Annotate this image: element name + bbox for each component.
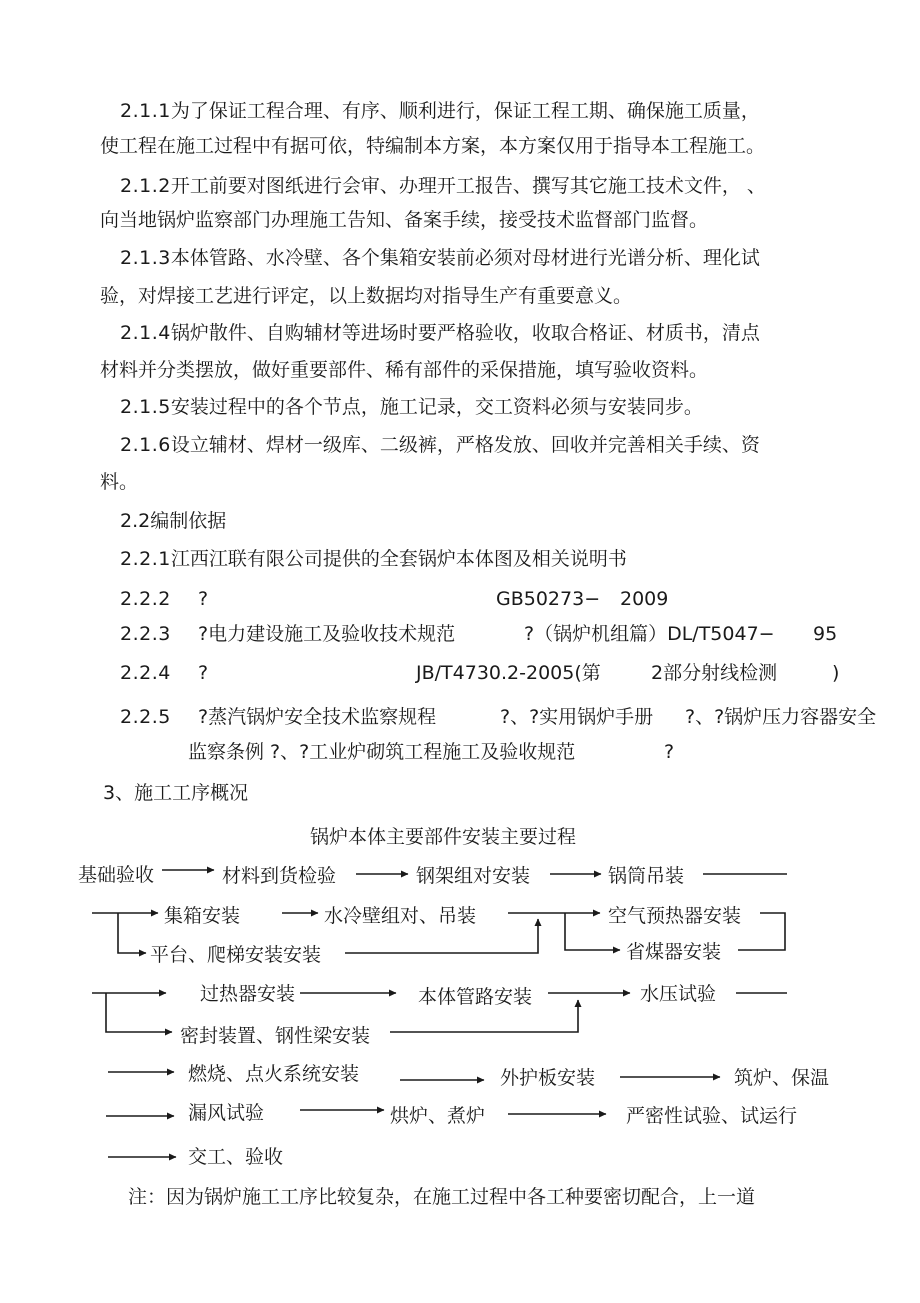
para-2-1-3-line1: 2.1.3本体管路、水冷壁、各个集箱安装前必须对母材进行光谱分析、理化试	[120, 247, 760, 269]
para-2-1-1-line1: 2.1.1为了保证工程合理、有序、顺利进行，保证工程工期、确保施工质量，	[120, 100, 760, 122]
para-2-1-1-line2: 使工程在施工过程中有据可依，特编制本方案，本方案仅用于指导本工程施工。	[100, 135, 766, 157]
basis-item-2-2-5-a: ?蒸汽锅炉安全技术监察规程	[198, 706, 437, 728]
node-foundation: 基础验收	[78, 864, 155, 886]
node-casing: 外护板安装	[500, 1067, 596, 1089]
node-air-heater: 空气预热器安装	[608, 905, 742, 927]
node-boil-out: 烘炉、煮炉	[390, 1105, 486, 1127]
node-handover: 交工、验收	[188, 1146, 284, 1168]
node-material: 材料到货检验	[222, 865, 337, 887]
node-masonry: 筑炉、保温	[734, 1067, 830, 1089]
node-hydro-test: 水压试验	[640, 983, 717, 1005]
para-2-1-2-line1: 2.1.2开工前要对图纸进行会审、办理开工报告、撰写其它施工技术文件， 、	[120, 175, 766, 197]
basis-item-2-2-5-d: 监察条例 ?、?工业炉砌筑工程施工及验收规范	[188, 741, 576, 763]
basis-item-2-2-5-num: 2.2.5	[120, 706, 171, 728]
basis-item-2-2-2-code: GB50273−	[496, 588, 601, 610]
basis-item-2-2-3-year: 95	[813, 623, 838, 645]
node-burner: 燃烧、点火系统安装	[188, 1063, 360, 1085]
para-2-1-5: 2.1.5安装过程中的各个节点，施工记录，交工资料必须与安装同步。	[120, 396, 703, 418]
para-2-1-4-line2: 材料并分类摆放，做好重要部件、稀有部件的采保措施，填写验收资料。	[100, 359, 709, 381]
basis-item-2-2-4-part: 2部分射线检测	[651, 662, 778, 684]
basis-item-2-2-4-num: 2.2.4	[120, 662, 171, 684]
flow-title: 锅炉本体主要部件安装主要过程	[310, 826, 577, 848]
arrow-to-seal	[106, 993, 172, 1032]
section-3-heading: 3、施工工序概况	[103, 782, 249, 804]
basis-item-2-2-5-c: ?、?锅炉压力容器安全	[685, 706, 877, 728]
para-2-1-6-line2: 料。	[100, 471, 139, 493]
basis-item-2-2-4-q: ?	[198, 662, 209, 684]
basis-item-2-2-1: 2.2.1江西江联有限公司提供的全套锅炉本体图及相关说明书	[120, 548, 627, 570]
para-2-1-6-line1: 2.1.6设立辅材、焊材一级库、二级裤，严格发放、回收并完善相关手续、资	[120, 434, 760, 456]
node-header: 集箱安装	[164, 905, 241, 927]
node-tightness: 严密性试验、试运行	[626, 1105, 798, 1127]
basis-item-2-2-4-close: )	[832, 662, 840, 684]
basis-item-2-2-5-e: ?	[664, 741, 675, 763]
basis-item-2-2-5-b: ?、?实用锅炉手册	[500, 706, 654, 728]
node-economizer: 省煤器安装	[626, 941, 722, 963]
node-steel-frame: 钢架组对安装	[416, 865, 531, 887]
line-airheater-bracket	[738, 913, 785, 950]
node-drum: 锅筒吊装	[608, 865, 685, 887]
node-seal: 密封装置、钢性梁安装	[180, 1025, 371, 1047]
basis-item-2-2-2-year: 2009	[620, 588, 669, 610]
basis-item-2-2-4-code: JB/T4730.2-2005(第	[416, 662, 601, 684]
node-platform: 平台、爬梯安装安装	[150, 944, 322, 966]
para-2-1-3-line2: 验，对焊接工艺进行评定，以上数据均对指导生产有重要意义。	[100, 285, 633, 307]
basis-item-2-2-2-num: 2.2.2	[120, 588, 171, 610]
arrow-to-platform	[118, 913, 146, 953]
node-superheater: 过热器安装	[200, 983, 296, 1005]
node-piping: 本体管路安装	[418, 986, 533, 1008]
para-2-1-4-line1: 2.1.4锅炉散件、自购辅材等进场时要严格验收，收取合格证、材质书，清点	[120, 322, 760, 344]
para-2-1-2-line2: 向当地锅炉监察部门办理施工告知、备案手续，接受技术监督部门监督。	[100, 209, 709, 231]
basis-item-2-2-3-sub: ?（锅炉机组篇）DL/T5047−	[524, 623, 775, 645]
node-leak-test: 漏风试验	[188, 1102, 265, 1124]
basis-item-2-2-3-text: ?电力建设施工及验收技术规范	[198, 623, 456, 645]
basis-item-2-2-3-num: 2.2.3	[120, 623, 171, 645]
basis-heading: 2.2编制依据	[120, 510, 227, 532]
basis-item-2-2-2-q: ?	[198, 588, 209, 610]
note-text: 注：因为锅炉施工工序比较复杂，在施工过程中各工种要密切配合，上一道	[128, 1186, 756, 1208]
node-waterwall: 水冷壁组对、吊装	[324, 905, 477, 927]
